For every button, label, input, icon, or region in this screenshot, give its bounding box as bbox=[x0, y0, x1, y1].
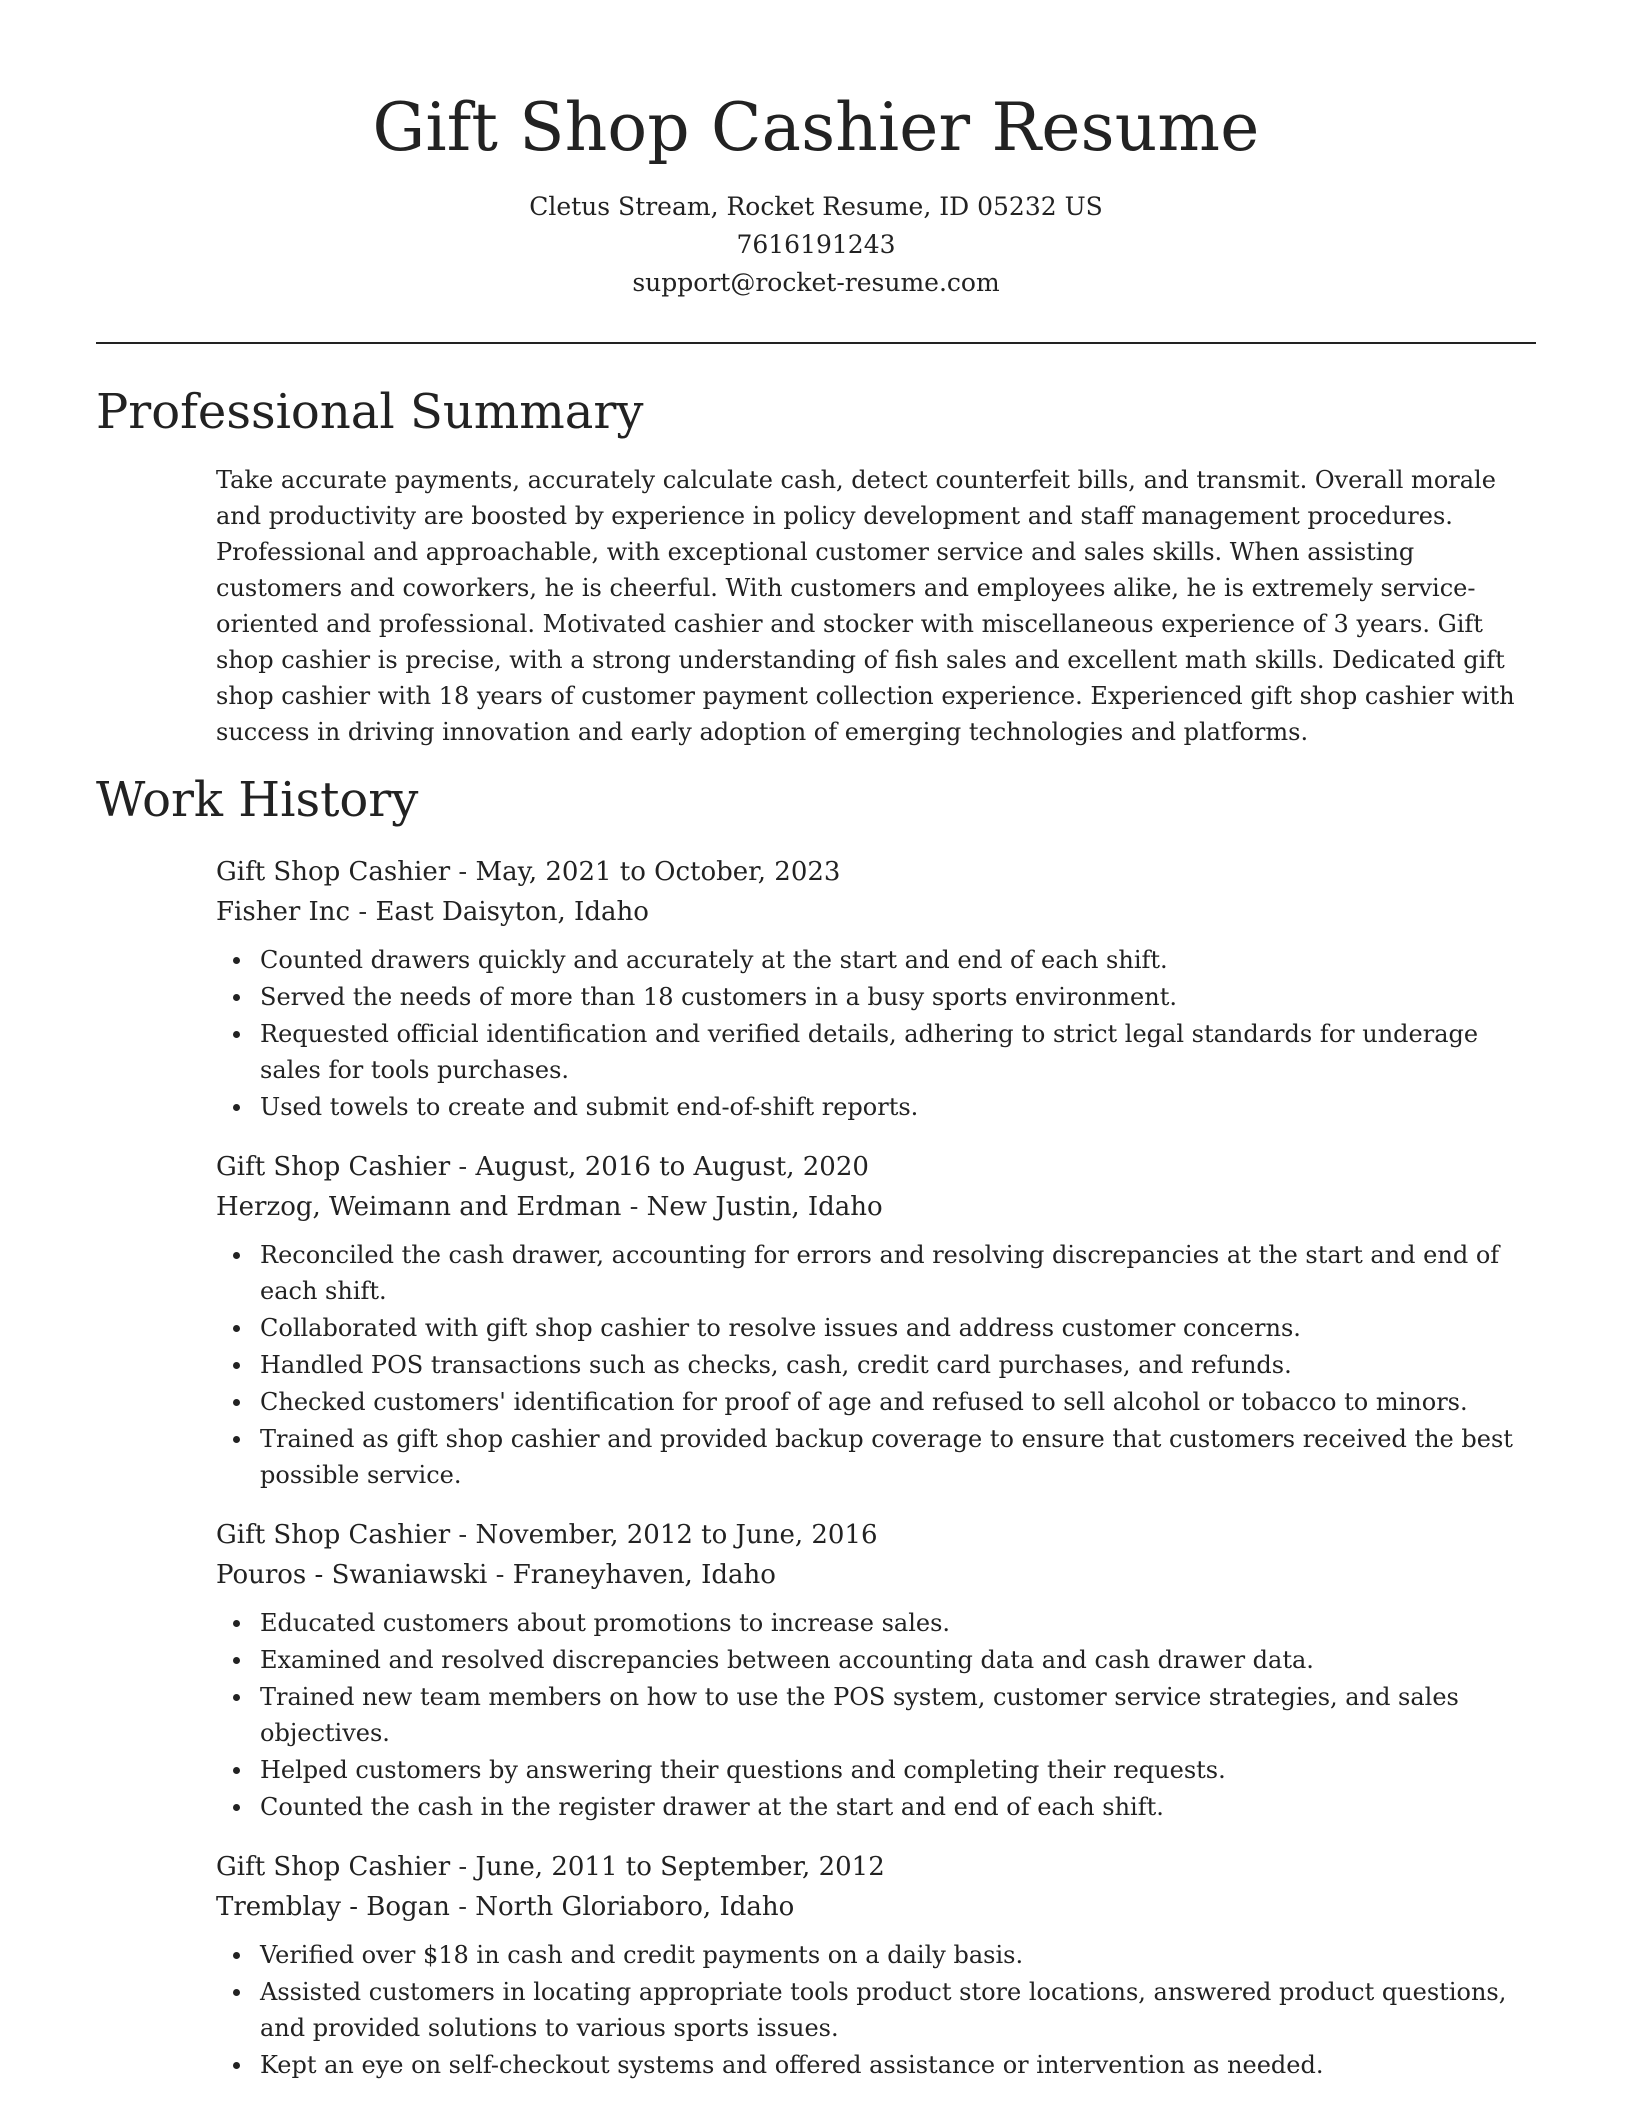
job-title: Gift Shop Cashier bbox=[216, 1852, 451, 1882]
job-dates: June, 2011 to September, 2012 bbox=[475, 1852, 885, 1882]
job-separator: - bbox=[449, 1892, 476, 1922]
contact-email: support@rocket-resume.com bbox=[632, 268, 1000, 297]
job-bullet: Requested official identification and verified details, adhering to strict legal standards for underage sales for tools purchases. bbox=[216, 1016, 1536, 1088]
job-title: Gift Shop Cashier bbox=[216, 1520, 451, 1550]
job-title-line bbox=[216, 1515, 1536, 1555]
job-bullet-list bbox=[216, 1237, 1536, 1493]
work-history-heading: Work History bbox=[96, 772, 419, 828]
job-company-line bbox=[216, 1555, 1536, 1595]
job-location: North Gloriaboro, Idaho bbox=[475, 1892, 795, 1922]
summary-heading: Professional Summary bbox=[96, 384, 644, 440]
contact-phone: 7616191243 bbox=[736, 230, 896, 259]
job-title-line bbox=[216, 1147, 1536, 1187]
job-entry bbox=[216, 1515, 1536, 1825]
job-title: Gift Shop Cashier bbox=[216, 1152, 451, 1182]
summary-text: Take accurate payments, accurately calculate cash, detect counterfeit bills, and transmit. Overall morale and productivity are boosted by experience in policy development and staff management procedures. Professional and approachable, with exceptional customer service and sales skills. When assisting customers and coworkers, he is cheerful. With customers and employees alike, he is extremely service-oriented and professional. Motivated cashier and stocker with miscellaneous experience of 3 years. Gift shop cashier is precise, with a strong understanding of fish sales and excellent math skills. Dedicated gift shop cashier with 18 years of customer payment collection experience. Experienced gift shop cashier with success in driving innovation and early adoption of emerging technologies and platforms. bbox=[216, 466, 1515, 746]
job-bullet: Collaborated with gift shop cashier to resolve issues and address customer concerns. bbox=[216, 1310, 1536, 1346]
job-entry bbox=[216, 852, 1536, 1125]
job-title-line bbox=[216, 1847, 1536, 1887]
job-bullet-list bbox=[216, 942, 1536, 1125]
job-bullet: Served the needs of more than 18 customers in a busy sports environment. bbox=[216, 979, 1536, 1015]
job-bullet-list bbox=[216, 1937, 1536, 2083]
contact-info bbox=[0, 188, 1632, 302]
header-divider bbox=[96, 342, 1536, 344]
job-title-line bbox=[216, 852, 1536, 892]
resume-title: Gift Shop Cashier Resume bbox=[372, 89, 1260, 166]
job-company-line bbox=[216, 1887, 1536, 1927]
job-company: Fisher Inc bbox=[216, 897, 351, 927]
job-bullet: Counted drawers quickly and accurately at the start and end of each shift. bbox=[216, 942, 1536, 978]
job-title: Gift Shop Cashier bbox=[216, 857, 451, 887]
job-separator: - bbox=[450, 857, 476, 887]
job-separator: - bbox=[350, 897, 376, 927]
job-separator: - bbox=[621, 1192, 647, 1222]
job-location: Franeyhaven, Idaho bbox=[512, 1560, 776, 1590]
job-bullet: Examined and resolved discrepancies between accounting data and cash drawer data. bbox=[216, 1642, 1536, 1678]
job-bullet: Used towels to create and submit end-of-shift reports. bbox=[216, 1089, 1536, 1125]
job-dates: August, 2016 to August, 2020 bbox=[475, 1152, 869, 1182]
job-bullet: Assisted customers in locating appropriate tools product store locations, answered product questions, and provided solutions to various sports issues. bbox=[216, 1974, 1536, 2046]
job-bullet-list bbox=[216, 1605, 1536, 1825]
job-bullet: Counted the cash in the register drawer at the start and end of each shift. bbox=[216, 1789, 1536, 1825]
job-company: Herzog, Weimann and Erdman bbox=[216, 1192, 622, 1222]
job-bullet: Helped customers by answering their questions and completing their requests. bbox=[216, 1752, 1536, 1788]
job-dates: May, 2021 to October, 2023 bbox=[475, 857, 841, 887]
job-bullet: Verified over $18 in cash and credit payments on a daily basis. bbox=[216, 1937, 1536, 1973]
contact-address: Cletus Stream, Rocket Resume, ID 05232 US bbox=[529, 192, 1103, 221]
job-bullet: Trained new team members on how to use the POS system, customer service strategies, and sales objectives. bbox=[216, 1679, 1536, 1751]
job-entry bbox=[216, 1847, 1536, 2083]
job-bullet: Reconciled the cash drawer, accounting for errors and resolving discrepancies at the start and end of each shift. bbox=[216, 1237, 1536, 1309]
job-bullet: Trained as gift shop cashier and provided backup coverage to ensure that customers received the best possible service. bbox=[216, 1421, 1536, 1493]
job-location: East Daisyton, Idaho bbox=[375, 897, 649, 927]
job-company: Tremblay - Bogan bbox=[216, 1892, 450, 1922]
job-company-line bbox=[216, 892, 1536, 932]
job-dates: November, 2012 to June, 2016 bbox=[475, 1520, 878, 1550]
job-separator: - bbox=[487, 1560, 513, 1590]
job-separator: - bbox=[450, 1852, 476, 1882]
work-history-list bbox=[216, 852, 1536, 2105]
job-separator: - bbox=[450, 1520, 476, 1550]
job-bullet: Checked customers' identification for proof of age and refused to sell alcohol or tobacco to minors. bbox=[216, 1384, 1536, 1420]
job-bullet: Handled POS transactions such as checks, cash, credit card purchases, and refunds. bbox=[216, 1347, 1536, 1383]
job-location: New Justin, Idaho bbox=[646, 1192, 883, 1222]
job-entry bbox=[216, 1147, 1536, 1493]
job-bullet: Kept an eye on self-checkout systems and offered assistance or intervention as needed. bbox=[216, 2047, 1536, 2083]
job-company: Pouros - Swaniawski bbox=[216, 1560, 488, 1590]
job-company-line bbox=[216, 1187, 1536, 1227]
resume-header bbox=[0, 0, 1632, 302]
job-bullet: Educated customers about promotions to increase sales. bbox=[216, 1605, 1536, 1641]
job-separator: - bbox=[450, 1152, 476, 1182]
